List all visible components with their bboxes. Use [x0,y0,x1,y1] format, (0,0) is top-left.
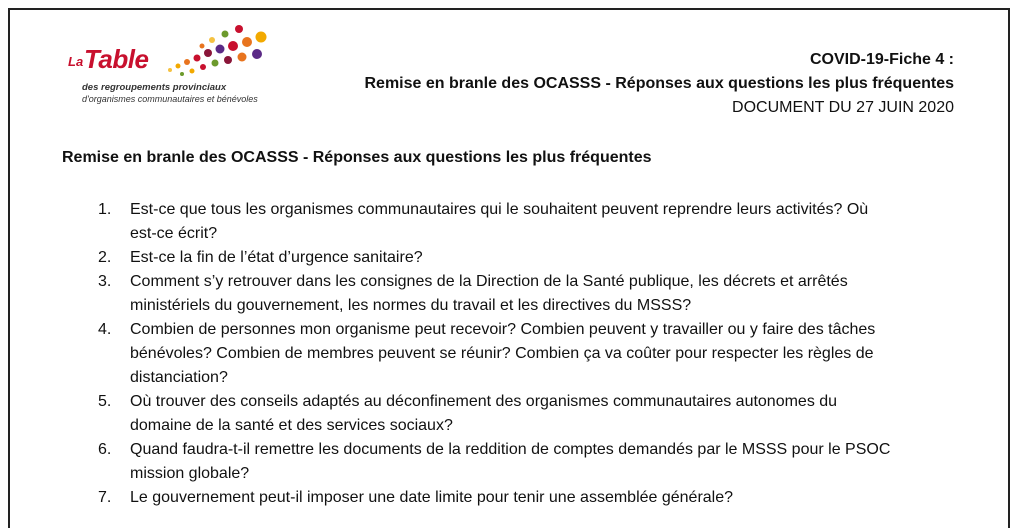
question-line: domaine de la santé et des services sociaux? [130,417,453,434]
question-line: mission globale? [130,465,250,482]
question-item [62,486,962,510]
question-number: 7. [98,489,112,506]
logo-dot [180,72,184,76]
logo-dot [184,59,190,65]
question-line: ministériels du gouvernement, les normes du travail et les directives du MSSS? [130,297,692,314]
header-title: Remise en branle des OCASSS - Réponses aux questions les plus fréquentes [364,75,954,92]
logo-dot [242,37,252,47]
question-line: bénévoles? Combien de membres peuvent se réunir? Combien ça va coûter pour respecter les règles de [130,345,874,362]
logo-dot [228,41,238,51]
questions-list [62,198,962,510]
header-fiche-label: COVID-19-Fiche 4 : [809,51,954,68]
question-line: est-ce écrit? [130,225,218,242]
question-line: Quand faudra-t-il remettre les documents de la reddition de comptes demandés par le MSSS pour le PSOC [130,441,891,458]
logo-dot [252,49,262,59]
logo-la-text: La [68,54,84,69]
logo-dot [176,64,181,69]
question-item [62,390,962,438]
question-number: 4. [98,321,112,338]
logo-dot [190,69,195,74]
question-item [62,198,962,246]
question-line: Combien de personnes mon organisme peut recevoir? Combien peuvent y travailler ou y faire des tâches [130,321,876,338]
section-title: Remise en branle des OCASSS - Réponses aux questions les plus fréquentes [62,149,652,166]
question-item [62,270,962,318]
logo-dot [224,56,232,64]
question-line: Est-ce que tous les organismes communautaires qui le souhaitent peuvent reprendre leurs activités? Où [130,201,869,218]
question-line: Où trouver des conseils adaptés au déconfinement des organismes communautaires autonomes du [130,393,838,410]
question-number: 5. [98,393,112,410]
question-line: distanciation? [130,369,228,386]
question-line: Le gouvernement peut-il imposer une date limite pour tenir une assemblée générale? [130,489,734,506]
logo-dot [204,49,212,57]
organization-logo [62,22,272,112]
logo-subtitle-line2: d'organismes communautaires et bénévoles [82,94,258,104]
logo-dot [209,37,215,43]
question-item [62,318,962,390]
logo-dot [222,31,229,38]
logo-dot [238,53,247,62]
logo-dot [212,60,219,67]
question-number: 6. [98,441,112,458]
question-number: 1. [98,201,112,218]
logo-dots-graphic [162,22,272,77]
question-line: Est-ce la fin de l’état d’urgence sanitaire? [130,249,423,266]
document-header [364,48,954,120]
logo-subtitle-line1: des regroupements provinciaux [82,82,227,93]
logo-dot [235,25,243,33]
question-number: 2. [98,249,112,266]
logo-dot [216,45,225,54]
logo-dot [200,64,206,70]
question-line: Comment s’y retrouver dans les consignes de la Direction de la Santé publique, les décrets et arrêtés [130,273,848,290]
question-item [62,438,962,486]
logo-dot [256,32,267,43]
header-date: DOCUMENT DU 27 JUIN 2020 [732,99,954,116]
question-item [62,246,962,270]
question-number: 3. [98,273,112,290]
logo-dot [200,44,205,49]
logo-table-text: Table [84,44,149,74]
logo-dot [194,55,201,62]
logo-dot [168,68,172,72]
